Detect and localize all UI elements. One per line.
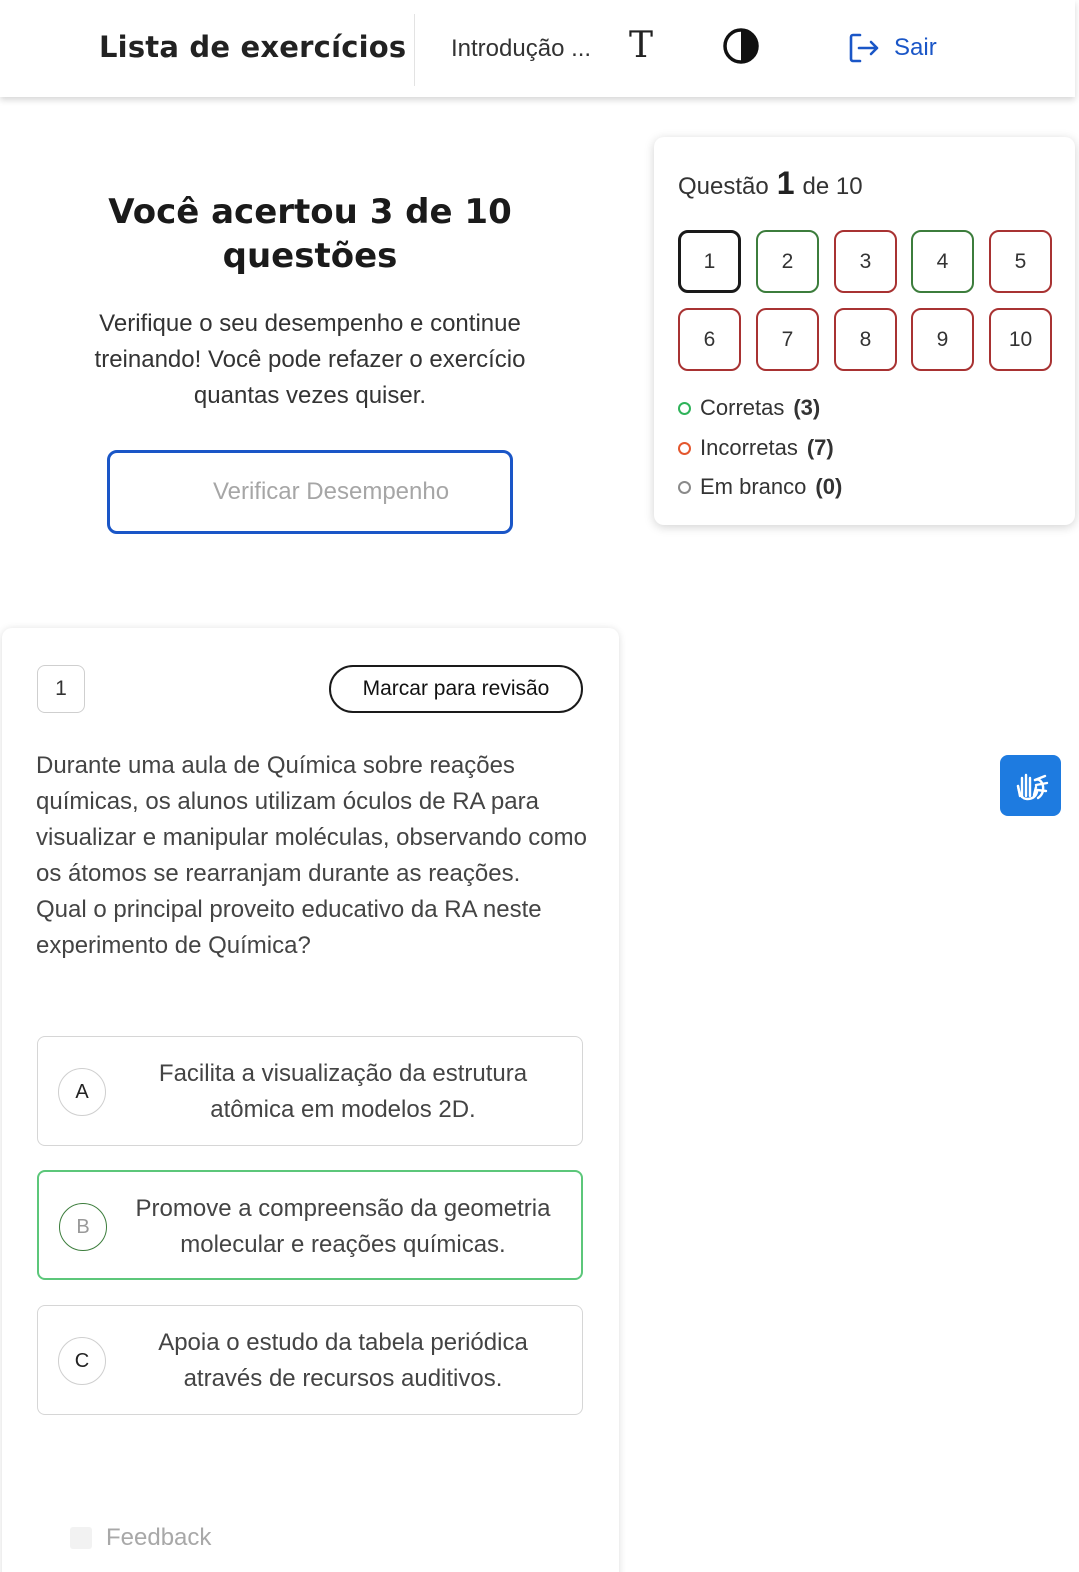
- question-button-9[interactable]: 9: [911, 308, 974, 371]
- legend-blank: [678, 474, 842, 500]
- option-text: Promove a compreensão da geometria molecular e reações químicas.: [135, 1195, 551, 1258]
- legend-correct-count: (3): [793, 395, 821, 420]
- option-b[interactable]: [37, 1170, 583, 1280]
- logout-button[interactable]: [846, 30, 937, 66]
- logout-arrow-icon: [846, 30, 882, 66]
- incorrect-dot-icon: [678, 442, 691, 455]
- option-a[interactable]: [37, 1036, 583, 1146]
- feedback-checkbox[interactable]: [70, 1527, 92, 1549]
- option-text: Facilita a visualização da estrutura atômica em modelos 2D.: [158, 1060, 528, 1123]
- sign-language-hands-icon: [1011, 766, 1051, 806]
- font-size-button[interactable]: [621, 26, 661, 66]
- contrast-icon: [722, 27, 760, 65]
- result-title: Você acertou 3 de 10 questões: [108, 192, 512, 276]
- contrast-button[interactable]: [722, 27, 760, 65]
- blank-dot-icon: [678, 481, 691, 494]
- option-text: Apoia o estudo da tabela periódica através de recursos auditivos.: [158, 1329, 528, 1392]
- breadcrumb-course[interactable]: Introdução ...: [451, 35, 592, 62]
- question-button-1[interactable]: 1: [678, 230, 741, 293]
- top-header: [0, 0, 1075, 97]
- question-button-7[interactable]: 7: [756, 308, 819, 371]
- option-letter: A: [58, 1068, 106, 1116]
- option-letter: C: [58, 1337, 106, 1385]
- legend-blank-label: Em branco: [700, 474, 807, 499]
- legend-correct-label: Corretas: [700, 395, 785, 420]
- verify-performance-button[interactable]: Verificar Desempenho: [107, 450, 513, 534]
- navigator-prefix: Questão: [678, 173, 769, 200]
- question-button-2[interactable]: 2: [756, 230, 819, 293]
- question-button-3[interactable]: 3: [834, 230, 897, 293]
- question-prompt: Qual o principal proveito educativo da RA neste experimento de Química?: [36, 896, 542, 959]
- legend-incorrect: [678, 435, 834, 461]
- question-button-6[interactable]: 6: [678, 308, 741, 371]
- header-divider: [414, 14, 415, 86]
- option-c[interactable]: [37, 1305, 583, 1415]
- question-navigator: [654, 137, 1075, 525]
- feedback-toggle[interactable]: [70, 1524, 211, 1552]
- mark-for-review-button[interactable]: Marcar para revisão: [329, 665, 583, 713]
- legend-blank-count: (0): [815, 474, 843, 499]
- navigator-suffix: de 10: [802, 173, 863, 200]
- question-text: [36, 748, 591, 964]
- question-button-8[interactable]: 8: [834, 308, 897, 371]
- result-description: Verifique o seu desempenho e continue treinando! Você pode refazer o exercício quantas vezes quiser.: [94, 310, 526, 409]
- question-button-10[interactable]: 10: [989, 308, 1052, 371]
- text-size-icon: T: [628, 25, 653, 66]
- legend-incorrect-count: (7): [806, 435, 834, 460]
- legend-incorrect-label: Incorretas: [700, 435, 798, 460]
- feedback-label: Feedback: [106, 1524, 212, 1551]
- question-button-4[interactable]: 4: [911, 230, 974, 293]
- navigator-current: 1: [776, 165, 795, 201]
- option-letter: B: [59, 1203, 107, 1251]
- page-title: Lista de exercícios: [99, 30, 407, 64]
- navigator-heading: [678, 165, 863, 202]
- question-statement: Durante uma aula de Química sobre reações químicas, os alunos utilizam óculos de RA para visualizar e manipular moléculas, observando como os átomos se rearranjam durante as reações.: [36, 752, 587, 887]
- legend-correct: [678, 395, 820, 421]
- question-button-5[interactable]: 5: [989, 230, 1052, 293]
- sign-language-button[interactable]: [1000, 755, 1061, 816]
- question-number-badge: 1: [37, 665, 85, 713]
- question-card: [2, 628, 619, 1572]
- correct-dot-icon: [678, 402, 691, 415]
- logout-label: Sair: [894, 34, 937, 61]
